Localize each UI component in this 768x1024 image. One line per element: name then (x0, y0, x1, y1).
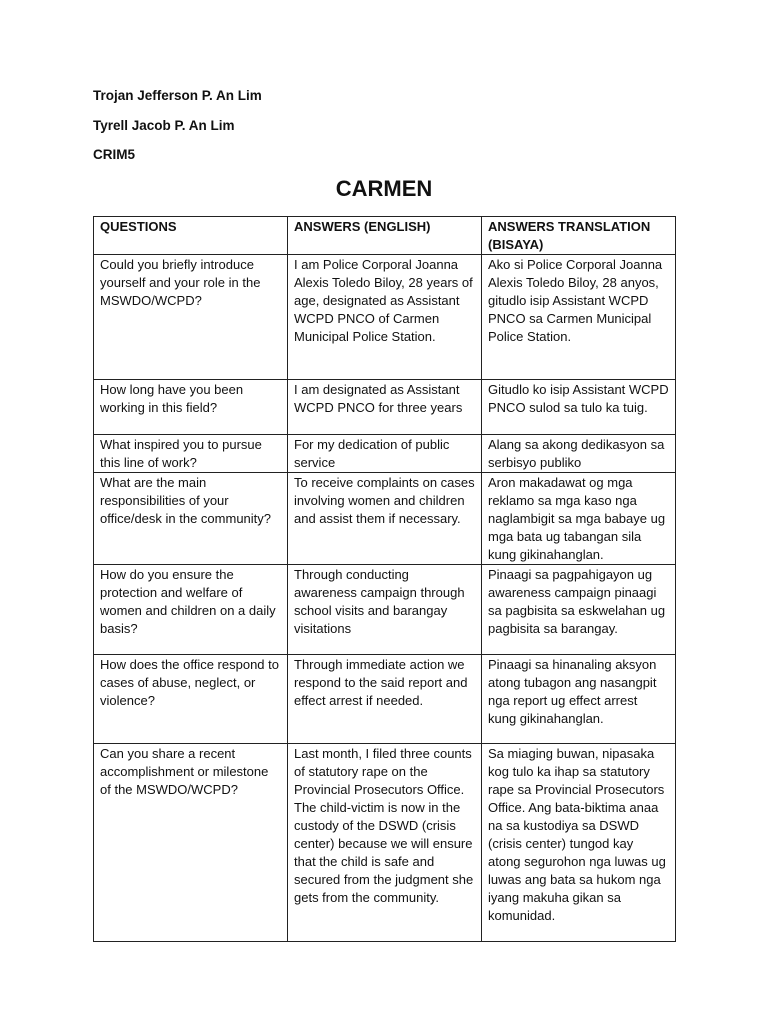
bisaya-answer-cell: Pinaagi sa hinanaling aksyon atong tubagon ang nasangpit nga report ug effect arrest kung gikinahanglan. (482, 655, 676, 744)
question-cell: Could you briefly introduce yourself and your role in the MSWDO/WCPD? (94, 255, 288, 380)
question-cell: What inspired you to pursue this line of work? (94, 435, 288, 473)
table-row (94, 565, 676, 655)
english-answer-cell: I am Police Corporal Joanna Alexis Toledo Biloy, 28 years of age, designated as Assistant WCPD PNCO of Carmen Municipal Police Station. (288, 255, 482, 380)
table-row (94, 655, 676, 744)
bisaya-answer-cell: Gitudlo ko isip Assistant WCPD PNCO sulod sa tulo ka tuig. (482, 380, 676, 435)
english-answer-cell: Last month, I filed three counts of statutory rape on the Provincial Prosecutors Office. The child-victim is now in the custody of the DSWD (crisis center) because we will ensure that the child is safe and secured from the judgment she gets from the community. (288, 744, 482, 942)
table-row (94, 744, 676, 942)
bisaya-answer-cell: Aron makadawat og mga reklamo sa mga kaso nga naglambigit sa mga babaye ug mga bata ug tabangan sila kung gikinahanglan. (482, 473, 676, 565)
column-header-english: ANSWERS (ENGLISH) (288, 217, 482, 255)
question-cell: What are the main responsibilities of your office/desk in the community? (94, 473, 288, 565)
english-answer-cell: Through immediate action we respond to the said report and effect arrest if needed. (288, 655, 482, 744)
interview-table (93, 216, 676, 942)
author-name-2: Tyrell Jacob P. An Lim (93, 118, 235, 133)
column-header-questions: QUESTIONS (94, 217, 288, 255)
bisaya-answer-cell: Pinaagi sa pagpahigayon ug awareness campaign pinaagi sa pagbisita sa eskwelahan ug pagbisita sa barangay. (482, 565, 676, 655)
english-answer-cell: I am designated as Assistant WCPD PNCO for three years (288, 380, 482, 435)
question-cell: Can you share a recent accomplishment or milestone of the MSWDO/WCPD? (94, 744, 288, 942)
column-header-bisaya: ANSWERS TRANSLATION (BISAYA) (482, 217, 676, 255)
english-answer-cell: For my dedication of public service (288, 435, 482, 473)
bisaya-answer-cell: Sa miaging buwan, nipasaka kog tulo ka ihap sa statutory rape sa Provincial Prosecutors Office. Ang bata-biktima anaa na sa kustodiya sa DSWD (crisis center) tungod kay atong segurohon nga luwas ug luwas ang bata sa hukom nga iyang makuha gikan sa komunidad. (482, 744, 676, 942)
english-answer-cell: To receive complaints on cases involving women and children and assist them if necessary. (288, 473, 482, 565)
table-row (94, 473, 676, 565)
course-code: CRIM5 (93, 147, 136, 162)
table-row (94, 435, 676, 473)
question-cell: How long have you been working in this field? (94, 380, 288, 435)
english-answer-cell: Through conducting awareness campaign through school visits and barangay visitations (288, 565, 482, 655)
bisaya-answer-cell: Ako si Police Corporal Joanna Alexis Toledo Biloy, 28 anyos, gitudlo isip Assistant WCPD PNCO sa Carmen Municipal Police Station. (482, 255, 676, 380)
document-title: CARMEN (335, 176, 433, 201)
bisaya-answer-cell: Alang sa akong dedikasyon sa serbisyo publiko (482, 435, 676, 473)
table-header-row (94, 217, 676, 255)
table-row (94, 255, 676, 380)
question-cell: How does the office respond to cases of abuse, neglect, or violence? (94, 655, 288, 744)
table-row (94, 380, 676, 435)
question-cell: How do you ensure the protection and welfare of women and children on a daily basis? (94, 565, 288, 655)
author-name-1: Trojan Jefferson P. An Lim (93, 88, 262, 103)
